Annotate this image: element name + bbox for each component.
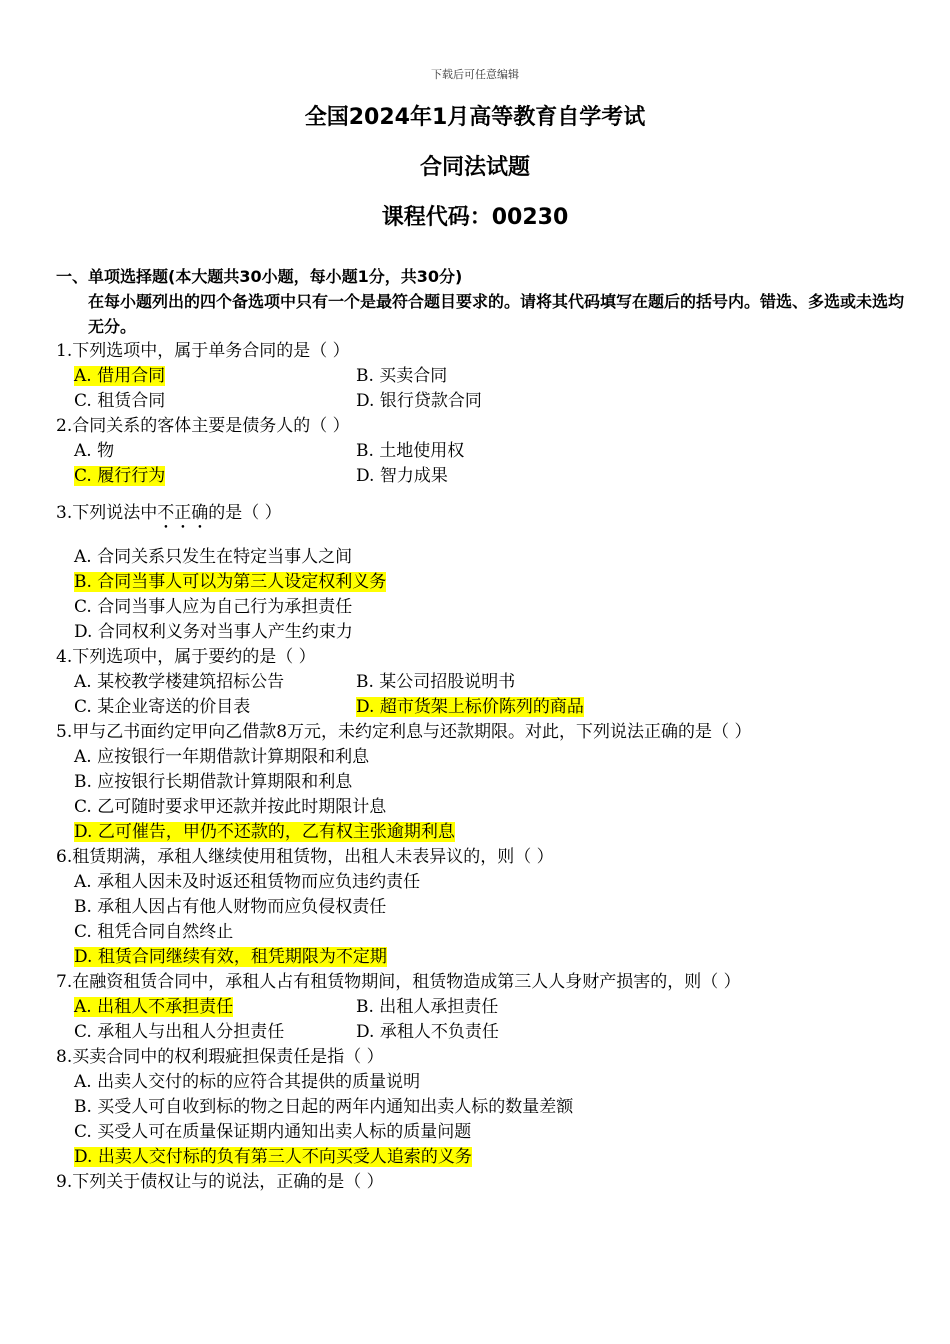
- option-a: A. 出租人不承担责任: [74, 997, 234, 1017]
- question-3: [56, 501, 906, 645]
- option-a: A. 承租人因未及时返还租赁物而应负违约责任: [74, 872, 421, 892]
- option-d: D. 出卖人交付标的负有第三人不向买受人追索的义务: [74, 1147, 472, 1167]
- option-c: C. 买受人可在质量保证期内通知出卖人标的质量问题: [74, 1122, 472, 1142]
- option-d: D. 租赁合同继续有效，租凭期限为不定期: [74, 947, 387, 967]
- option-c: C. 合同当事人应为自己行为承担责任: [74, 597, 353, 617]
- question-stem: 7.在融资租赁合同中，承租人占有租赁物期间，租赁物造成第三人人身财产损害的，则（ ）: [56, 972, 741, 992]
- option-b: B. 土地使用权: [356, 441, 465, 461]
- question-stem: 4.下列选项中，属于要约的是（ ）: [56, 647, 316, 667]
- option-b: B. 承租人因占有他人财物而应负侵权责任: [74, 897, 387, 917]
- option-b: B. 应按银行长期借款计算期限和利息: [74, 772, 353, 792]
- option-d: D. 合同权利义务对当事人产生约束力: [74, 622, 353, 642]
- option-b: B. 合同当事人可以为第三人设定权利义务: [74, 572, 387, 592]
- question-9: [56, 1170, 906, 1195]
- question-8: [56, 1045, 906, 1170]
- option-a: A. 合同关系只发生在特定当事人之间: [74, 547, 353, 567]
- option-b: B. 出租人承担责任: [356, 997, 499, 1017]
- section-instruction: 在每小题列出的四个备选项中只有一个是最符合题目要求的。请将其代码填写在题后的括号内。错选、多选或未选均无分。: [88, 292, 905, 336]
- question-7: [56, 970, 906, 1045]
- option-a: A. 某校教学楼建筑招标公告: [74, 672, 285, 692]
- question-stem: 2.合同关系的客体主要是债务人的（ ）: [56, 416, 350, 436]
- option-d: D. 智力成果: [356, 466, 448, 486]
- section-heading: 一、单项选择题(本大题共30小题，每小题1分，共30分): [56, 267, 463, 286]
- question-stem: 1.下列选项中，属于单务合同的是（ ）: [56, 341, 350, 361]
- option-a: A. 应按银行一年期借款计算期限和利息: [74, 747, 370, 767]
- question-list: [56, 339, 906, 1195]
- question-stem: 9.下列关于债权让与的说法，正确的是（ ）: [56, 1172, 384, 1192]
- question-4: [56, 645, 906, 720]
- subject-title: 合同法试题: [419, 155, 530, 180]
- option-c: C. 租赁合同: [74, 391, 166, 411]
- question-6: [56, 845, 906, 970]
- option-d: D. 乙可催告，甲仍不还款的，乙有权主张逾期利息: [74, 822, 455, 842]
- option-a: A. 借用合同: [74, 366, 166, 386]
- option-c: C. 某企业寄送的价目表: [74, 697, 251, 717]
- emphasized-text: 不正确: [157, 503, 209, 523]
- header-note: 下载后可任意编辑: [431, 68, 519, 81]
- option-b: B. 某公司招股说明书: [356, 672, 516, 692]
- question-stem: 6.租赁期满，承租人继续使用租赁物，出租人未表异议的，则（ ）: [56, 847, 554, 867]
- question-stem: 5.甲与乙书面约定甲向乙借款8万元，未约定利息与还款期限。对此，下列说法正确的是（ ）: [56, 722, 752, 742]
- course-code: 课程代码：00230: [381, 205, 569, 230]
- option-d: D. 承租人不负责任: [356, 1022, 499, 1042]
- question-stem: 3.下列说法中不正确的是（ ）: [56, 503, 282, 523]
- option-d: D. 超市货架上标价陈列的商品: [356, 697, 584, 717]
- option-c: C. 履行行为: [74, 466, 166, 486]
- option-c: C. 租凭合同自然终止: [74, 922, 234, 942]
- option-b: B. 买卖合同: [356, 366, 448, 386]
- question-1: [56, 339, 906, 414]
- question-2: [56, 414, 906, 489]
- option-c: C. 承租人与出租人分担责任: [74, 1022, 285, 1042]
- option-d: D. 银行贷款合同: [356, 391, 482, 411]
- option-b: B. 买受人可自收到标的物之日起的两年内通知出卖人标的数量差额: [74, 1097, 574, 1117]
- section-header: [56, 264, 906, 339]
- question-stem: 8.买卖合同中的权利瑕疵担保责任是指（ ）: [56, 1047, 384, 1067]
- exam-title: 全国2024年1月高等教育自学考试: [304, 105, 646, 130]
- option-a: A. 出卖人交付的标的应符合其提供的质量说明: [74, 1072, 421, 1092]
- option-a: A. 物: [74, 441, 115, 461]
- question-5: [56, 720, 906, 845]
- option-c: C. 乙可随时要求甲还款并按此时期限计息: [74, 797, 387, 817]
